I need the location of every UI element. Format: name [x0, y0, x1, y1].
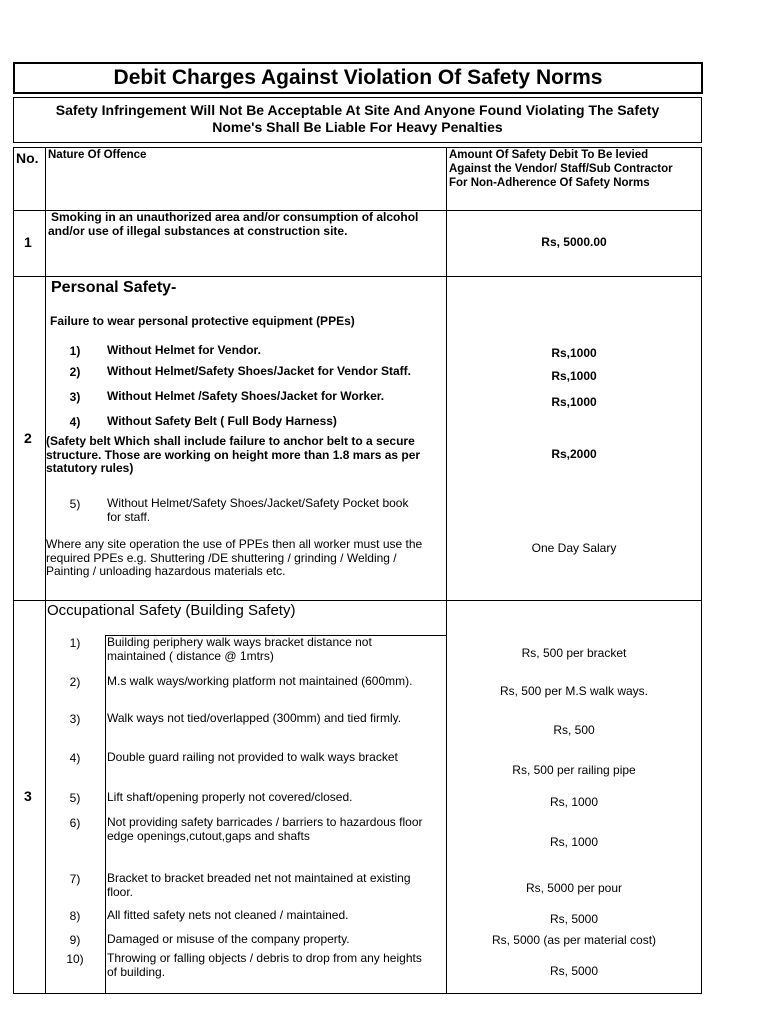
row3-item-8-index: 8) — [69, 909, 81, 923]
row1-offence — [48, 211, 418, 238]
row3-item-4-index: 4) — [69, 751, 81, 765]
row3-item-10-text — [107, 952, 422, 979]
row2-item-1-index: 1) — [69, 344, 81, 358]
subtitle-border-bottom — [13, 142, 702, 143]
row3-item-7-text — [107, 872, 411, 899]
title-border-right — [701, 62, 703, 94]
row2-item-5-text — [107, 497, 408, 524]
row3-item-9-amount: Rs, 5000 (as per material cost) — [491, 933, 657, 947]
row3-number: 3 — [24, 788, 32, 804]
subtitle-border-right — [701, 97, 702, 143]
row3-item-7-amount: Rs, 5000 per pour — [525, 881, 623, 895]
header-amount — [449, 148, 673, 190]
row2-heading: Personal Safety- — [51, 279, 177, 296]
row2-item-3-index: 3) — [69, 390, 81, 404]
header-amount-line-3: For Non-Adherence Of Safety Norms — [449, 177, 650, 189]
subtitle-line-1: Safety Infringement Will Not Be Acceptable At Site And Anyone Found Violating The Safety — [55, 102, 660, 118]
subtitle — [14, 102, 701, 136]
row-divider-2 — [13, 600, 702, 601]
row2-item-5-index: 5) — [69, 497, 81, 511]
row2-item-2-text: Without Helmet/Safety Shoes/Jacket for Vendor Staff. — [107, 364, 411, 378]
row3-item-6-line-1: Not providing safety barricades / barriers to hazardous floor — [107, 815, 423, 829]
row3-inner-divider — [105, 635, 106, 994]
row3-item-10-index: 10) — [66, 952, 84, 966]
row3-item-9-index: 9) — [69, 933, 81, 947]
row2-item-3-text: Without Helmet /Safety Shoes/Jacket for Worker. — [107, 389, 385, 403]
subtitle-border-top — [13, 97, 702, 98]
row2-ppe-amount: One Day Salary — [531, 541, 617, 555]
row3-item-3-index: 3) — [69, 712, 81, 726]
row3-item-5-amount: Rs, 1000 — [549, 795, 599, 809]
row3-item-3-text: Walk ways not tied/overlapped (300mm) and tied firmly. — [107, 711, 402, 725]
row3-item-1-line-1: Building periphery walk ways bracket distance not — [107, 635, 372, 649]
row3-heading: Occupational Safety (Building Safety) — [47, 602, 296, 619]
row3-item-6-index: 6) — [69, 816, 81, 830]
header-nature: Nature Of Offence — [48, 149, 147, 161]
row3-item-7-line-1: Bracket to bracket breaded net not maintained at existing — [107, 871, 411, 885]
row2-ppe-note — [46, 538, 422, 579]
table-border-left — [13, 147, 14, 994]
row2-item-1-text: Without Helmet for Vendor. — [107, 343, 261, 357]
row2-ppe-note-line-1: Where any site operation the use of PPEs then all worker must use the — [46, 537, 423, 551]
column-divider-amount — [446, 147, 447, 994]
row2-intro: Failure to wear personal protective equipment (PPEs) — [50, 314, 355, 328]
row3-item-3-amount: Rs, 500 — [553, 723, 595, 737]
row2-item-4-index: 4) — [69, 415, 81, 429]
row2-item-5-line-1: Without Helmet/Safety Shoes/Jacket/Safety Pocket book — [107, 496, 409, 510]
title-border-top — [13, 62, 703, 64]
row3-item-6-text — [107, 816, 423, 843]
row2-belt-note-line-1: (Safety belt Which shall include failure to anchor belt to a secure — [46, 434, 415, 448]
row3-item-6-amount: Rs, 1000 — [549, 835, 599, 849]
row3-item-7-line-2: floor. — [107, 884, 134, 899]
row2-item-3-amount: Rs,1000 — [551, 395, 597, 409]
row2-ppe-note-line-2: required PPEs e.g. Shuttering /DE shuttering / grinding / Welding / — [46, 550, 397, 565]
row2-item-4-amount: Rs,2000 — [551, 447, 597, 461]
row3-item-8-text: All fitted safety nets not cleaned / maintained. — [107, 908, 349, 922]
row3-item-4-text: Double guard railing not provided to walk ways bracket — [107, 750, 398, 764]
row2-item-1-amount: Rs,1000 — [551, 346, 597, 360]
row3-item-1-index: 1) — [69, 636, 81, 650]
row3-item-9-text: Damaged or misuse of the company property. — [107, 932, 350, 946]
row2-belt-note-line-2: structure. Those are working on height more than 1.8 mars as per — [46, 447, 421, 462]
subtitle-line-2: Nome's Shall Be Liable For Heavy Penalties — [212, 119, 503, 135]
header-no: No. — [16, 150, 39, 166]
row2-ppe-note-line-3: Painting / unloading hazardous materials etc. — [46, 564, 286, 578]
row3-item-5-text: Lift shaft/opening properly not covered/closed. — [107, 790, 353, 804]
row3-item-4-amount: Rs, 500 per railing pipe — [512, 763, 636, 777]
row3-item-10-line-1: Throwing or falling objects / debris to drop from any heights — [107, 951, 422, 965]
row3-item-8-amount: Rs, 5000 — [549, 912, 599, 926]
row1-number: 1 — [24, 234, 32, 250]
row3-item-2-index: 2) — [69, 675, 81, 689]
row2-item-2-index: 2) — [69, 365, 81, 379]
row1-offence-line-1: Smoking in an unauthorized area and/or consumption of alcohol — [51, 210, 419, 224]
row2-item-5-line-2: for staff. — [107, 509, 151, 524]
row2-item-4-text: Without Safety Belt ( Full Body Harness) — [107, 414, 337, 428]
header-amount-line-1: Amount Of Safety Debit To Be levied — [449, 149, 649, 161]
row1-amount: Rs, 5000.00 — [541, 235, 607, 249]
row2-belt-note — [46, 435, 420, 476]
row3-item-1-amount: Rs, 500 per bracket — [521, 646, 627, 660]
row-divider-1 — [13, 276, 702, 277]
row3-item-1-line-2: maintained ( distance @ 1mtrs) — [107, 648, 274, 663]
row2-number: 2 — [24, 430, 32, 446]
page-title: Debit Charges Against Violation Of Safety Norms — [113, 66, 603, 89]
row3-item-2-text: M.s walk ways/working platform not maintained (600mm). — [107, 674, 413, 688]
row3-item-5-index: 5) — [69, 791, 81, 805]
row1-offence-line-2: and/or use of illegal substances at construction site. — [48, 223, 348, 238]
row2-item-2-amount: Rs,1000 — [551, 369, 597, 383]
row3-item-2-amount: Rs, 500 per M.S walk ways. — [499, 684, 649, 698]
title-border-bottom — [13, 92, 703, 94]
table-border-right — [701, 147, 702, 994]
row3-item-6-line-2: edge openings,cutout,gaps and shafts — [107, 828, 310, 843]
row2-belt-note-line-3: statutory rules) — [46, 461, 134, 475]
row3-item-10-line-2: of building. — [107, 964, 166, 979]
row3-item-7-index: 7) — [69, 872, 81, 886]
table-border-bottom — [13, 993, 702, 994]
header-amount-line-2: Against the Vendor/ Staff/Sub Contractor — [449, 163, 673, 175]
row3-item-10-amount: Rs, 5000 — [549, 964, 599, 978]
row3-item-1-text — [107, 636, 372, 663]
